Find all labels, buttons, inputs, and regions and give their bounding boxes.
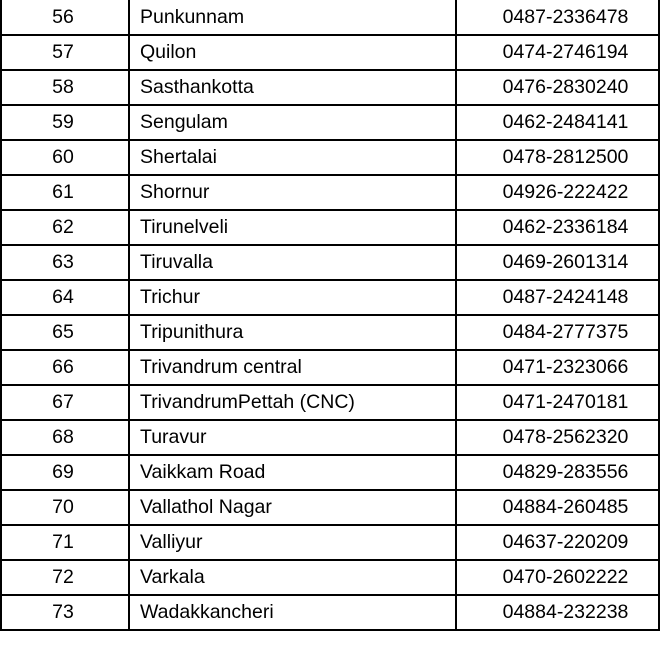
station-name-cell: Shertalai	[129, 140, 456, 175]
table-row	[1, 560, 659, 595]
station-name-cell: Trichur	[129, 280, 456, 315]
serial-number-cell: 70	[1, 490, 129, 525]
table-row	[1, 70, 659, 105]
phone-number-cell: 0487-2336478	[456, 0, 659, 35]
phone-number-cell: 04884-232238	[456, 595, 659, 630]
serial-number-cell: 64	[1, 280, 129, 315]
station-name-cell: Tripunithura	[129, 315, 456, 350]
phone-number-cell: 0471-2470181	[456, 385, 659, 420]
station-name-cell: Quilon	[129, 35, 456, 70]
station-name-cell: Punkunnam	[129, 0, 456, 35]
table-row	[1, 350, 659, 385]
phone-number-cell: 0469-2601314	[456, 245, 659, 280]
table-row	[1, 175, 659, 210]
station-name-cell: Tirunelveli	[129, 210, 456, 245]
station-name-cell: Shornur	[129, 175, 456, 210]
phone-number-cell: 04926-222422	[456, 175, 659, 210]
table-row	[1, 35, 659, 70]
table-row	[1, 385, 659, 420]
serial-number-cell: 71	[1, 525, 129, 560]
station-name-cell: Vaikkam Road	[129, 455, 456, 490]
station-name-cell: Trivandrum central	[129, 350, 456, 385]
serial-number-cell: 60	[1, 140, 129, 175]
table-row	[1, 490, 659, 525]
serial-number-cell: 61	[1, 175, 129, 210]
table-row	[1, 140, 659, 175]
serial-number-cell: 56	[1, 0, 129, 35]
table-row	[1, 0, 659, 35]
phone-number-cell: 04884-260485	[456, 490, 659, 525]
serial-number-cell: 73	[1, 595, 129, 630]
table-row	[1, 525, 659, 560]
station-name-cell: Tiruvalla	[129, 245, 456, 280]
station-name-cell: Vallathol Nagar	[129, 490, 456, 525]
phone-number-cell: 0476-2830240	[456, 70, 659, 105]
phone-number-cell: 0478-2562320	[456, 420, 659, 455]
serial-number-cell: 67	[1, 385, 129, 420]
serial-number-cell: 66	[1, 350, 129, 385]
station-name-cell: TrivandrumPettah (CNC)	[129, 385, 456, 420]
phone-number-cell: 0484-2777375	[456, 315, 659, 350]
serial-number-cell: 69	[1, 455, 129, 490]
phone-number-cell: 0470-2602222	[456, 560, 659, 595]
table-row	[1, 455, 659, 490]
table-row	[1, 595, 659, 630]
station-name-cell: Varkala	[129, 560, 456, 595]
phone-number-cell: 0462-2484141	[456, 105, 659, 140]
serial-number-cell: 63	[1, 245, 129, 280]
phone-number-cell: 0474-2746194	[456, 35, 659, 70]
phone-number-cell: 04829-283556	[456, 455, 659, 490]
table-row	[1, 280, 659, 315]
serial-number-cell: 72	[1, 560, 129, 595]
station-name-cell: Sasthankotta	[129, 70, 456, 105]
phone-number-cell: 0487-2424148	[456, 280, 659, 315]
table-row	[1, 210, 659, 245]
phone-number-cell: 0471-2323066	[456, 350, 659, 385]
phone-number-cell: 04637-220209	[456, 525, 659, 560]
serial-number-cell: 68	[1, 420, 129, 455]
serial-number-cell: 62	[1, 210, 129, 245]
serial-number-cell: 58	[1, 70, 129, 105]
serial-number-cell: 57	[1, 35, 129, 70]
table-row	[1, 245, 659, 280]
station-name-cell: Valliyur	[129, 525, 456, 560]
station-name-cell: Sengulam	[129, 105, 456, 140]
station-name-cell: Wadakkancheri	[129, 595, 456, 630]
table-row	[1, 315, 659, 350]
table-row	[1, 420, 659, 455]
serial-number-cell: 65	[1, 315, 129, 350]
table-row	[1, 105, 659, 140]
phone-number-cell: 0462-2336184	[456, 210, 659, 245]
table-body	[1, 0, 659, 630]
station-name-cell: Turavur	[129, 420, 456, 455]
serial-number-cell: 59	[1, 105, 129, 140]
phone-number-cell: 0478-2812500	[456, 140, 659, 175]
